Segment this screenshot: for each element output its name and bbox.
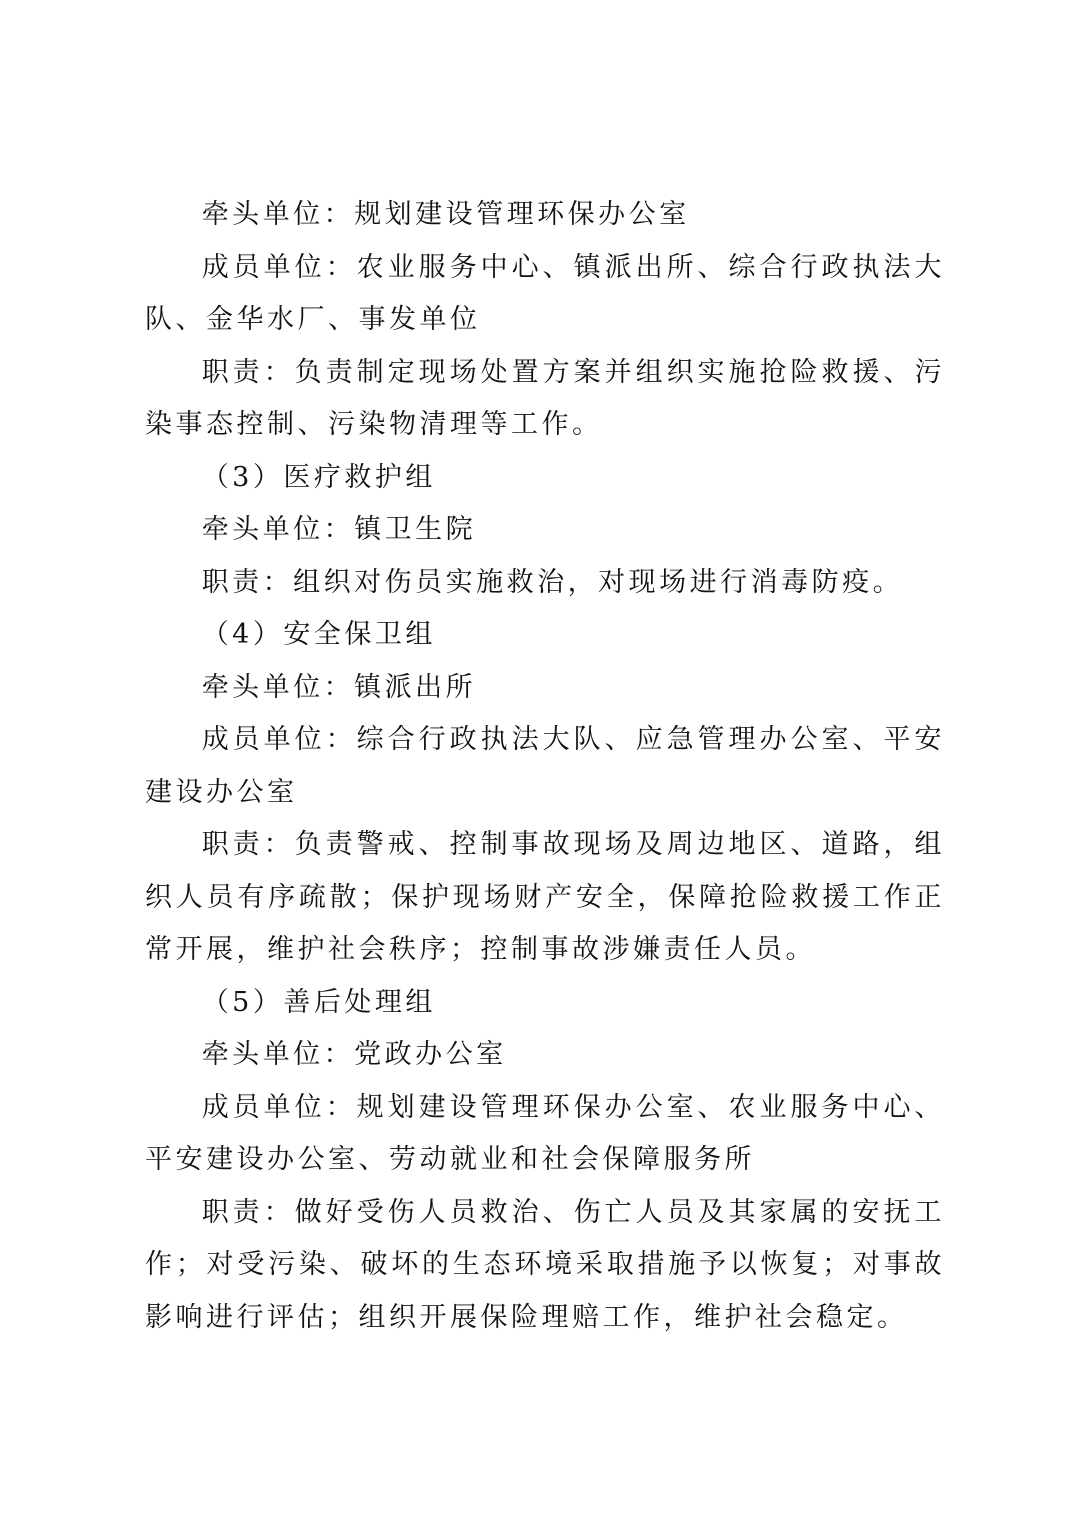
paragraph-lead-unit-env: 牵头单位：规划建设管理环保办公室: [201, 199, 690, 230]
section-heading-medical: （3）医疗救护组: [201, 461, 436, 493]
paragraph-member-units-aftermath: 成员单位：规划建设管理环保办公室、农业服务中心、平安建设办公室、劳动就业和社会保障服务所: [145, 1091, 945, 1175]
paragraph-member-units-env: 成员单位：农业服务中心、镇派出所、综合行政执法大队、金华水厂、事发单位: [145, 251, 945, 335]
document-body: [145, 189, 945, 1344]
paragraph-duties-medical: 职责：组织对伤员实施救治，对现场进行消毒防疫。: [201, 566, 904, 598]
paragraph-duties-env: 职责：负责制定现场处置方案并组织实施抢险救援、污染事态控制、污染物清理等工作。: [145, 356, 945, 440]
paragraph-duties-security: 职责：负责警戒、控制事故现场及周边地区、道路，组织人员有序疏散；保护现场财产安全，保障抢险救援工作正常开展，维护社会秩序；控制事故涉嫌责任人员。: [145, 829, 945, 965]
paragraph-lead-unit-medical: 牵头单位：镇卫生院: [201, 514, 477, 545]
paragraph-member-units-security: 成员单位：综合行政执法大队、应急管理办公室、平安建设办公室: [145, 724, 945, 808]
paragraph-lead-unit-security: 牵头单位：镇派出所: [201, 671, 477, 703]
paragraph-duties-aftermath: 职责：做好受伤人员救治、伤亡人员及其家属的安抚工作；对受污染、破坏的生态环境采取措施予以恢复；对事故影响进行评估；组织开展保险理赔工作，维护社会稳定。: [145, 1196, 945, 1333]
paragraph-lead-unit-aftermath: 牵头单位：党政办公室: [201, 1039, 507, 1070]
section-heading-aftermath: （5）善后处理组: [201, 986, 436, 1018]
section-heading-security: （4）安全保卫组: [201, 619, 436, 650]
